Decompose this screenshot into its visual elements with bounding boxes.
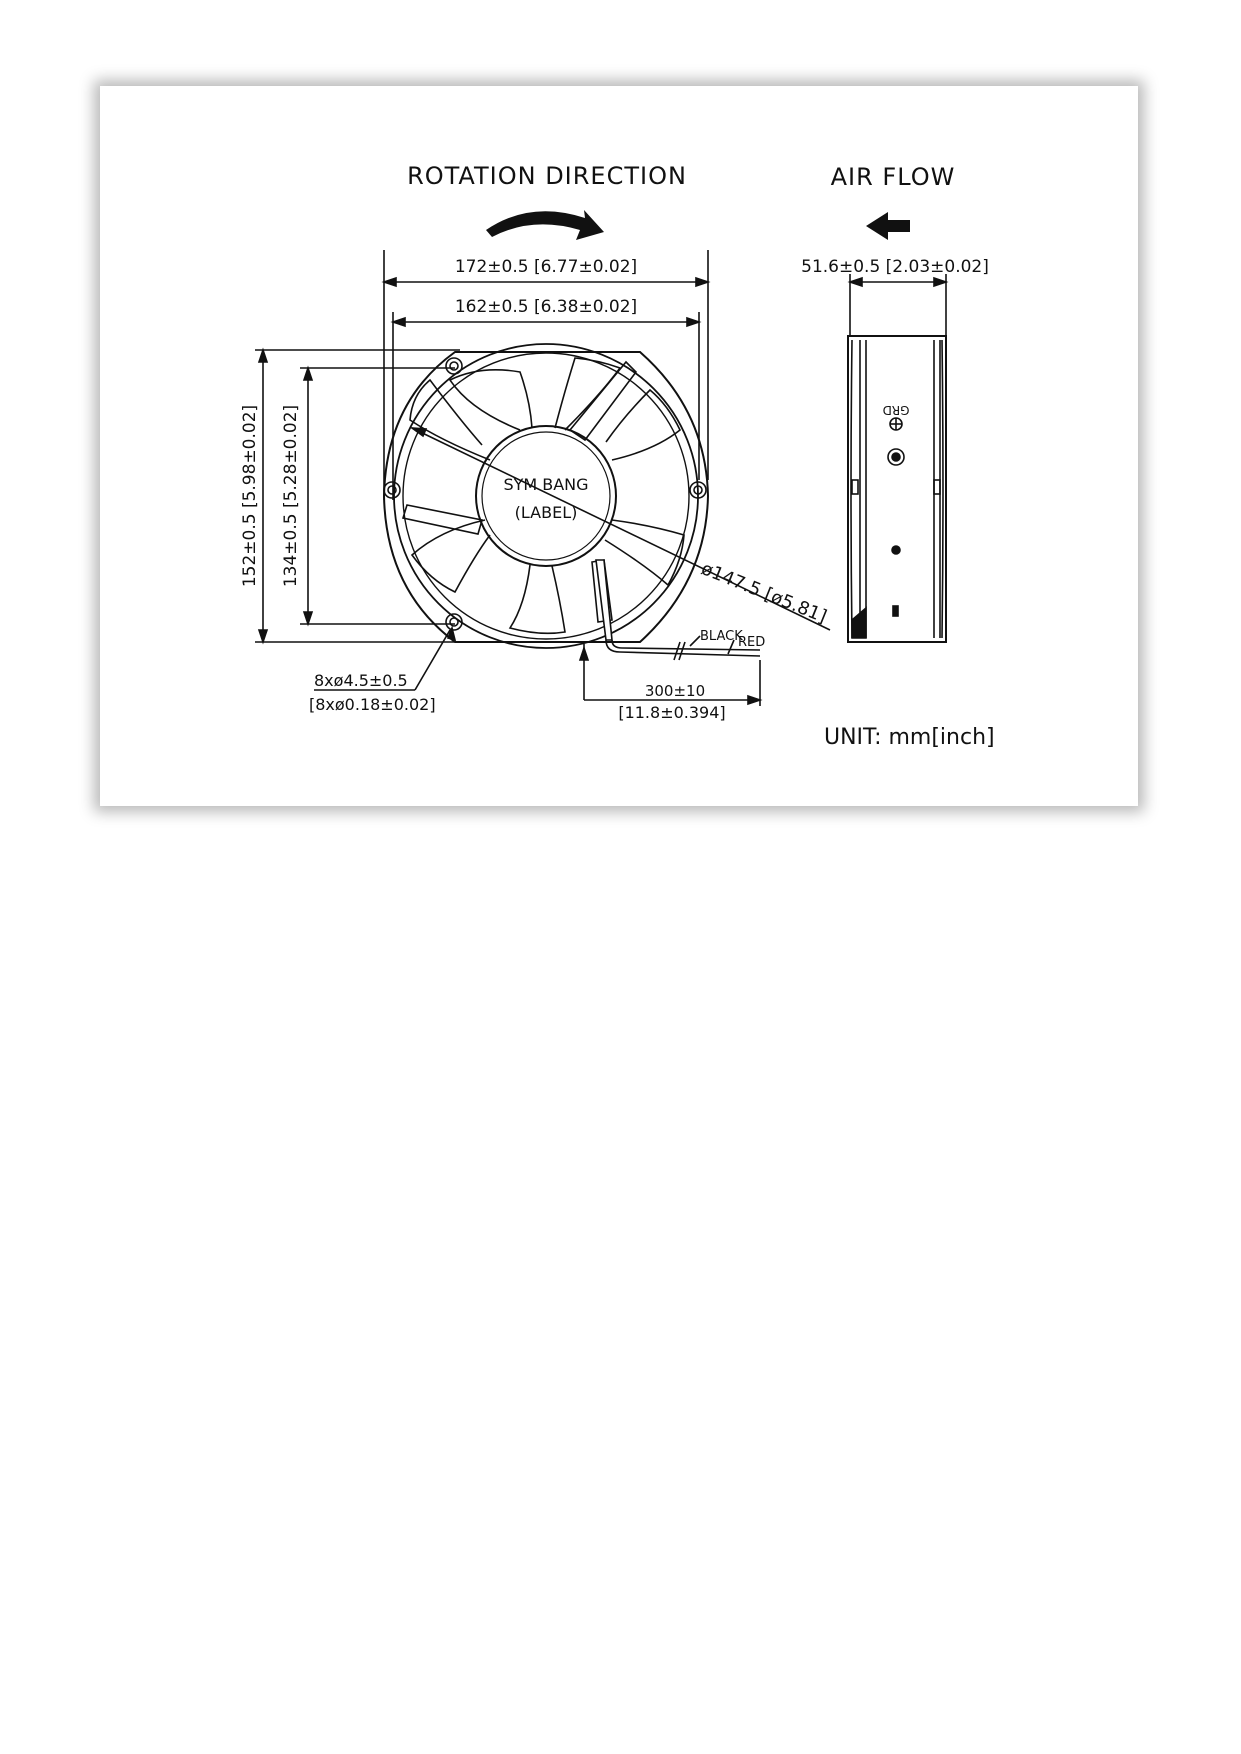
width-inner-label: 162±0.5 [6.38±0.02]: [454, 297, 638, 317]
brand-label-line2: (LABEL): [514, 503, 578, 522]
ground-label: GRD: [882, 403, 910, 417]
diameter-label: ø147.5 [ø5.81]: [698, 558, 830, 628]
fan-side-view: [848, 336, 946, 642]
air-flow-title: AIR FLOW: [830, 163, 956, 191]
height-outer-label: 152±0.5 [5.98±0.02]: [240, 404, 260, 588]
width-outer-label: 172±0.5 [6.77±0.02]: [454, 257, 638, 277]
lead-inch-label: [11.8±0.394]: [618, 703, 726, 722]
depth-label: 51.6±0.5 [2.03±0.02]: [801, 257, 989, 277]
hole-mm-label: 8xø4.5±0.5: [314, 671, 408, 690]
height-inner-dimension: [300, 368, 455, 624]
fan-front-view: [384, 344, 708, 648]
lead-mm-label: 300±10: [644, 682, 706, 700]
hole-inch-label: [8xø0.18±0.02]: [309, 695, 436, 714]
width-inner-dimension: [393, 312, 699, 500]
rotation-direction-title: ROTATION DIRECTION: [407, 162, 687, 190]
depth-dimension: [850, 274, 946, 336]
wire-red-label: RED: [738, 635, 766, 650]
height-inner-label: 134±0.5 [5.28±0.02]: [281, 404, 301, 588]
brand-label-line1: SYM BANG: [503, 475, 589, 494]
rotation-arrow-icon: [486, 210, 604, 240]
wire-black-label: BLACK: [700, 629, 743, 644]
airflow-arrow-icon: [866, 212, 910, 240]
width-outer-dimension: [384, 250, 708, 500]
unit-label: UNIT: mm[inch]: [824, 725, 995, 750]
